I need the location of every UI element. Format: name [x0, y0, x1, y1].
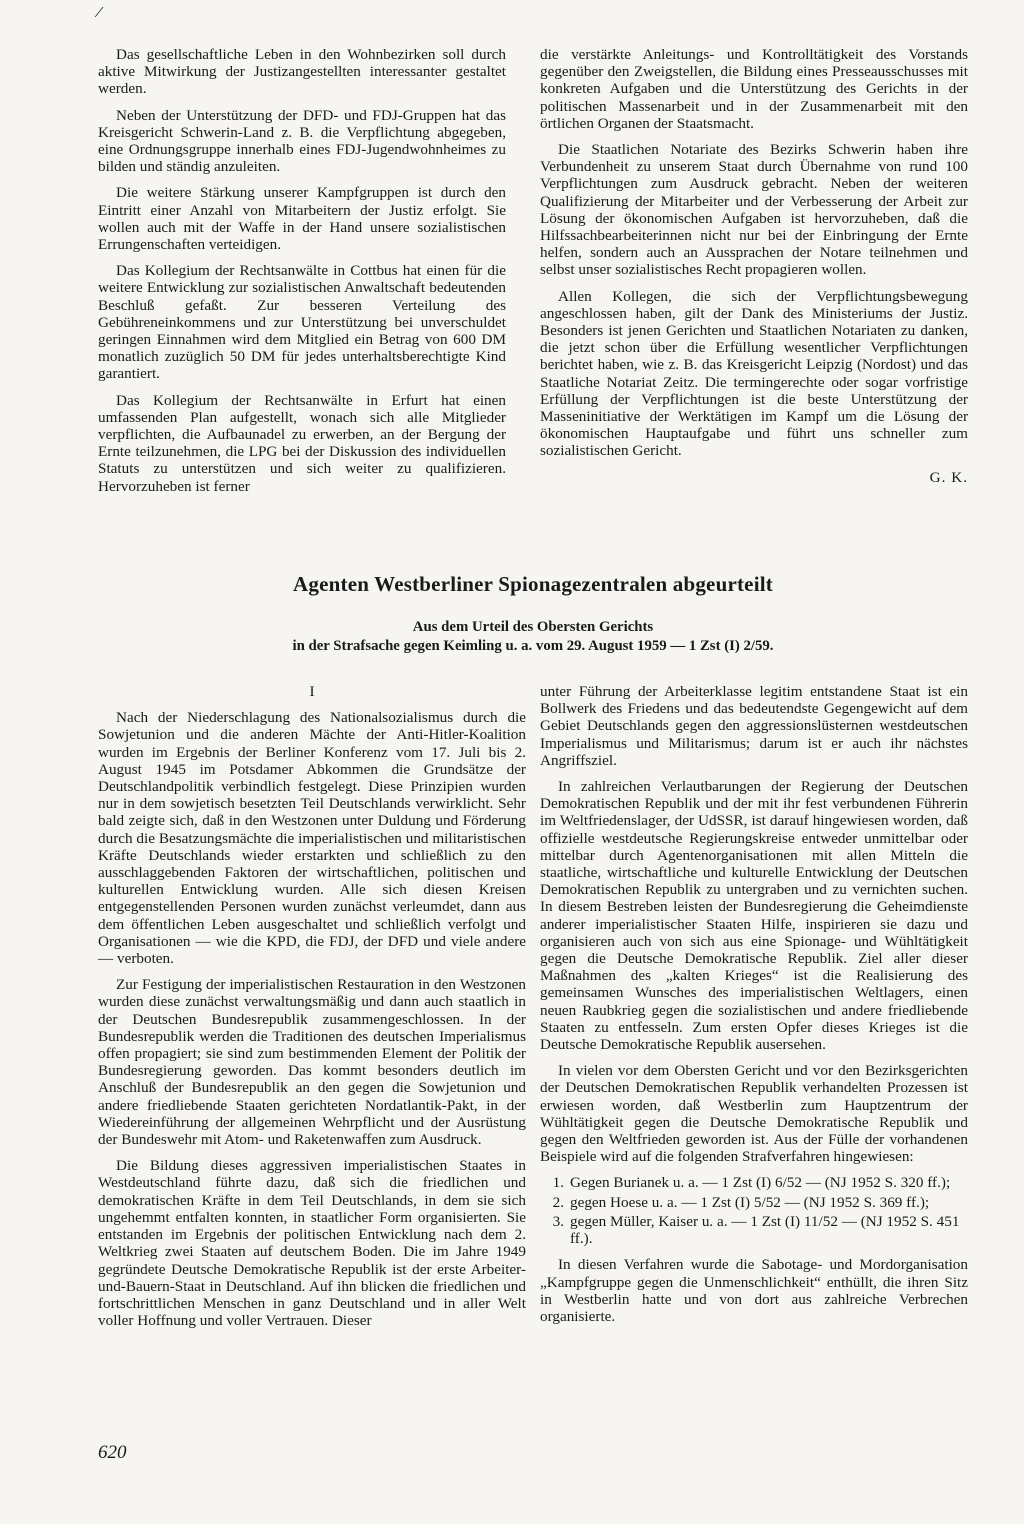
- paragraph: Das gesellschaftliche Leben in den Wohnbezirken soll durch aktive Mitwirkung der Justizangestellten interessanter gestaltet werden.: [98, 46, 506, 98]
- list-item-number: 1.: [552, 1174, 564, 1192]
- list-item-number: 3.: [552, 1212, 564, 1230]
- list-item-text: gegen Hoese u. a. — 1 Zst (I) 5/52 — (NJ 1952 S. 369 ff.);: [570, 1193, 930, 1211]
- article-subtitle: [98, 618, 968, 656]
- paragraph: In vielen vor dem Obersten Gericht und vor den Bezirksgerichten der Deutschen Demokratischen Republik verhandelten Prozessen ist erwiesen worden, daß Westberlin zum Hauptzentrum der Wühltätigkeit gegen die Deutsche Demokratische Republik und gegen den Weltfrieden geworden ist. Aus der Fülle der vorhandenen Beispiele wird auf die folgenden Strafverfahren hingewiesen:: [540, 1062, 968, 1166]
- subtitle-line: Aus dem Urteil des Obersten Gerichts: [412, 619, 654, 635]
- list-item-text: gegen Müller, Kaiser u. a. — 1 Zst (I) 11/52 — (NJ 1952 S. 451 ff.).: [570, 1212, 960, 1248]
- paragraph: Die weitere Stärkung unserer Kampfgruppen ist durch den Eintritt einer Anzahl von Mitarbeitern der Justiz erfolgt. Sie wollen auch mit der Waffe in der Hand unsere sozialistischen Errungenschaften verteidigen.: [98, 184, 506, 254]
- bottom-right-column: [540, 683, 968, 1334]
- subtitle-line: in der Strafsache gegen Keimling u. a. vom 29. August 1959 — 1 Zst (I) 2/59.: [292, 638, 774, 654]
- author-signature: G. K.: [929, 468, 968, 486]
- list-item-number: 2.: [552, 1193, 564, 1211]
- top-left-column: [98, 46, 506, 504]
- list-item-text: Gegen Burianek u. a. — 1 Zst (I) 6/52 — (NJ 1952 S. 320 ff.);: [570, 1174, 951, 1192]
- page-number: 620: [98, 1442, 127, 1463]
- paragraph: unter Führung der Arbeiterklasse legitim entstandene Staat ist ein Bollwerk des Friedens und das bedeutendste Gegengewicht auf dem Gebiet Deutschlands gegen den aggressionslüsternen westdeutschen Imperialismus und Militarismus; darum ist er auch ihr nächstes Angriffsziel.: [540, 683, 968, 769]
- paragraph: Das Kollegium der Rechtsanwälte in Erfurt hat einen umfassenden Plan aufgestellt, wonach sich alle Mitglieder verpflichten, die Aufbaunadel zu erwerben, an der Bergung der Ernte teilzunehmen, die LPG bei der Diskussion des individuellen Statuts zu unterstützen und sich weiter zu qualifizieren. Hervorzuheben ist ferner: [98, 391, 506, 495]
- paragraph: Die Staatlichen Notariate des Bezirks Schwerin haben ihre Verbundenheit zu unserem Staat durch Übernahme von rund 100 Verpflichtungen zum Ausdruck gebracht. Neben der weiteren Qualifizierung der Mitarbeiter und der Verbesserung der Arbeit zur Lösung der ökonomischen Aufgaben ist hervorzuheben, daß die Hilfssachbearbeiterinnen nicht nur bei der Einbringung der Ernte helfen, sondern auch an Aussprachen der Notare teilnehmen und selbst unser sozialistisches Recht propagieren wollen.: [540, 141, 968, 279]
- corner-mark: ⁄: [98, 6, 101, 21]
- paragraph: Die Bildung dieses aggressiven imperialistischen Staates in Westdeutschland führte dazu, daß sich die friedlichen und demokratischen Kräfte in dem Teil Deutschlands, in dem sie sich ungehemmt entfalten konnten, in staatlicher Form organisierten. Sie entstanden im Ergebnis der politischen Entwicklung nach dem 2. Weltkrieg zwei Staaten auf deutschem Boden. Die im Jahre 1949 gegründete Deutsche Demokratische Republik ist der erste Arbeiter-und-Bauern-Staat in Deutschland. Auf ihn blicken die friedlichen und fortschrittlichen Menschen in ganz Deutschland und in aller Welt voller Hoffnung und voller Vertrauen. Dieser: [98, 1157, 526, 1330]
- paragraph: Nach der Niederschlagung des Nationalsozialismus durch die Sowjetunion und die anderen Mächte der Anti-Hitler-Koalition wurden im Ergebnis der Berliner Konferenz vom 17. Juli bis 2. August 1945 im Potsdamer Abkommen die Grundsätze der Deutschlandpolitik verbindlich festgelegt. Diese Prinzipien wurden nur in dem sowjetisch besetzten Teil Deutschlands verwirklicht. Sehr bald zeigte sich, daß in den Westzonen unter Duldung und Förderung durch die Besatzungsmächte die imperialistischen und militaristischen Kräfte Deutschlands wieder erstarkten und schließlich zu den ausschlaggebenden Faktoren der wirtschaftlichen, politischen und kulturellen Entwicklung wurden. Alle sich diesen Kreisen entgegenstellenden Personen wurden zunächst verleumdet, dann aus dem öffentlichen Leben ausgeschaltet und schließlich verfolgt und Organisationen — wie die KPD, die FDJ, der DFD und viele andere — verboten.: [98, 709, 526, 968]
- paragraph: Allen Kollegen, die sich der Verpflichtungsbewegung angeschlossen haben, gilt der Dank des Ministeriums der Justiz. Besonders ist jenen Gerichten und Staatlichen Notariaten zu danken, die jetzt schon über die Erfüllung wesentlicher Verpflichtungen berichtet haben, wie z. B. das Kreisgericht Leipzig (Nordost) und das Staatliche Notariat Zeitz. Die termingerechte oder sogar vorfristige Erfüllung der Verpflichtungen ist die beste Unterstützung der Masseninitiative der Werktätigen im Kampf um die Lösung der ökonomischen Hauptaufgabe und führt uns schneller zum sozialistischen Gericht.: [540, 287, 968, 460]
- bottom-left-column: [98, 683, 526, 1338]
- list-item: [540, 1213, 968, 1247]
- section-number: I: [309, 683, 315, 700]
- article-title: Agenten Westberliner Spionagezentralen abgeurteilt: [293, 572, 773, 596]
- list-item: [540, 1194, 968, 1211]
- paragraph: Das Kollegium der Rechtsanwälte in Cottbus hat einen für die weitere Entwicklung zur sozialistischen Anwaltschaft bedeutenden Beschluß gefaßt. Zur besseren Verteilung des Gebühreneinkommens und zur Unterstützung bei unverschuldet geringen Einnahmen wird dem Mitglied ein Betrag von 600 DM monatlich zuzüglich 50 DM für jedes unterhaltsberechtigte Kind garantiert.: [98, 262, 506, 383]
- paragraph: In diesen Verfahren wurde die Sabotage- und Mordorganisation „Kampfgruppe gegen die Unmenschlichkeit“ enthüllt, die ihren Sitz in Westberlin hatte und von dort aus zahlreiche Verbrechen organisierte.: [540, 1256, 968, 1325]
- paragraph: die verstärkte Anleitungs- und Kontrolltätigkeit des Vorstands gegenüber den Zweigstellen, die Bildung eines Presseausschusses mit konkreten Aufgaben und die Unterstützung des Gerichts in der politischen Massenarbeit und in der Zusammenarbeit mit den örtlichen Organen der Staatsmacht.: [540, 46, 968, 132]
- paragraph: In zahlreichen Verlautbarungen der Regierung der Deutschen Demokratischen Republik und der mit ihr fest verbundenen Führerin im Weltfriedenslager, der UdSSR, ist darauf hingewiesen worden, daß offizielle westdeutsche Regierungskreise entweder unmittelbar oder mittelbar durch Agentenorganisationen mit allen Mitteln die staatliche, wirtschaftliche und kulturelle Entwicklung der Deutschen Demokratischen Republik zu untergraben und zu vernichten suchen. In diesem Bestreben leisten der Bundesregierung die Geheimdienste anderer imperialistischer Staaten Hilfe, inspirieren sie dazu und organisieren auch von sich aus eine Spionage- und Wühltätigkeit gegen die Deutsche Demokratische Republik. Ziel aller dieser Maßnahmen des „kalten Krieges“ ist die Realisierung des gemeinsamen Wunsches des imperialistischen Weltlagers, einen neuen Raubkrieg gegen die sozialistischen und andere friedliebende Staaten zu entfesseln. Zum ersten Opfer dieses Krieges ist die Deutsche Demokratische Republik ausersehen.: [540, 778, 968, 1054]
- paragraph: Neben der Unterstützung der DFD- und FDJ-Gruppen hat das Kreisgericht Schwerin-Land z. B. die Verpflichtung abgegeben, eine Ordnungsgruppe innerhalb eines FDJ-Jugendwohnheimes zu bilden und ständig anzuleiten.: [98, 106, 506, 176]
- list-item: [540, 1174, 968, 1191]
- paragraph: Zur Festigung der imperialistischen Restauration in den Westzonen wurden diese zunächst verwaltungsmäßig und dann auch staatlich in der Deutschen Bundesrepublik zusammengeschlossen. In der Bundesrepublik werden die Traditionen des deutschen Imperialismus offen propagiert; sie sind zum bestimmenden Element der Politik der Bundesregierung geworden. Das kommt besonders deutlich im Anschluß der Bundesrepublik an den gegen die Sowjetunion und andere friedliebende Staaten gerichteten Nordatlantik-Pakt, in der Wiedereinführung der allgemeinen Wehrpflicht und der Ausrüstung der Bundeswehr mit Atom- und Raketenwaffen zum Ausdruck.: [98, 976, 526, 1149]
- case-list: [540, 1174, 968, 1247]
- top-right-column: [540, 46, 968, 486]
